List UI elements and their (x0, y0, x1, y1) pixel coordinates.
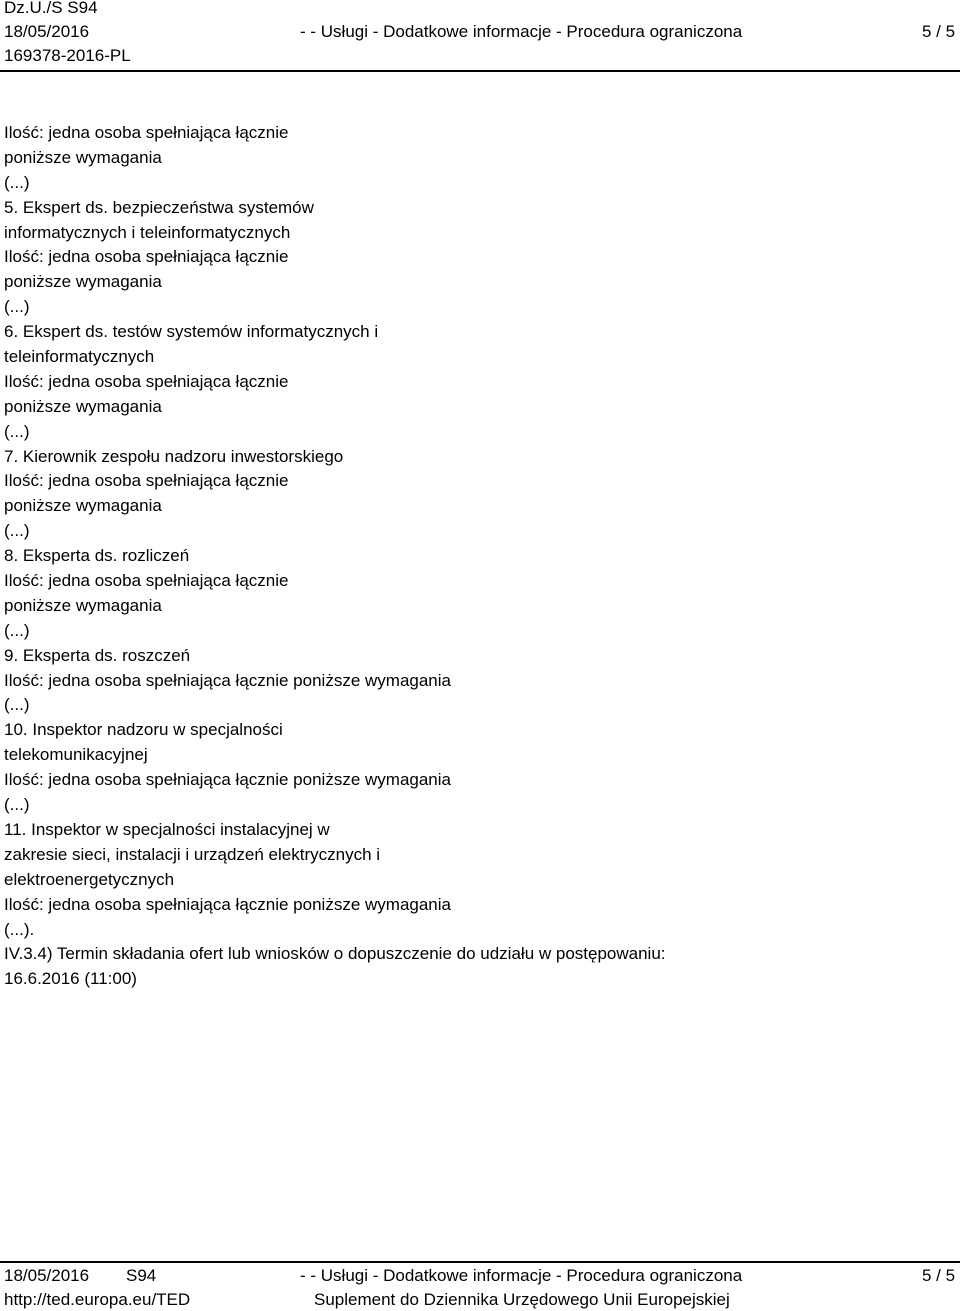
body-line: Ilość: jedna osoba spełniająca łącznie poniższe wymagania (4, 894, 451, 914)
body-line: zakresie sieci, instalacji i urządzeń elektrycznych i (4, 844, 381, 864)
body-line: (...) (4, 297, 30, 317)
header-divider (0, 70, 960, 72)
header-page-number: 5 / 5 (922, 22, 956, 41)
body-line: (...) (4, 421, 30, 441)
body-line: elektroenergetycznych (4, 869, 175, 889)
body-line: telekomunikacyjnej (4, 745, 148, 765)
body-line: Ilość: jedna osoba spełniająca łącznie (4, 571, 289, 591)
footer-date: 18/05/2016 (4, 1266, 90, 1285)
footer-url[interactable]: http://ted.europa.eu/TED (4, 1290, 191, 1309)
footer-publication: Suplement do Dziennika Urzędowego Unii Europejskiej (314, 1290, 730, 1309)
body-line: Ilość: jedna osoba spełniająca łącznie poniższe wymagania (4, 770, 451, 790)
body-line: teleinformatycznych (4, 347, 155, 367)
body-line: 5. Ekspert ds. bezpieczeństwa systemów (4, 197, 314, 217)
header-date: 18/05/2016 (4, 22, 90, 41)
body-line: IV.3.4) Termin składania ofert lub wniosków o dopuszczenie do udziału w postępowaniu: (4, 944, 666, 964)
document-body (4, 121, 934, 992)
body-line: (...) (4, 695, 30, 715)
body-line: Ilość: jedna osoba spełniająca łącznie (4, 371, 289, 391)
body-line: (...) (4, 172, 30, 192)
body-line: 16.6.2016 (11:00) (4, 969, 137, 989)
footer-page-number: 5 / 5 (922, 1266, 956, 1285)
header-title: - - Usługi - Dodatkowe informacje - Procedura ograniczona (300, 22, 743, 41)
body-line: poniższe wymagania (4, 496, 162, 516)
body-line: poniższe wymagania (4, 272, 162, 292)
footer-journal: S94 (126, 1266, 157, 1285)
body-line: 8. Eksperta ds. rozliczeń (4, 546, 190, 566)
body-line: Ilość: jedna osoba spełniająca łącznie poniższe wymagania (4, 670, 451, 690)
body-line: 9. Eksperta ds. roszczeń (4, 645, 191, 665)
body-line: Ilość: jedna osoba spełniająca łącznie (4, 123, 289, 142)
body-line: poniższe wymagania (4, 147, 162, 167)
body-line: Ilość: jedna osoba spełniająca łącznie (4, 471, 289, 491)
footer-divider (0, 1261, 960, 1263)
body-line: 10. Inspektor nadzoru w specjalności (4, 720, 283, 740)
header-notice-id: 169378-2016-PL (4, 46, 131, 65)
body-line: Ilość: jedna osoba spełniająca łącznie (4, 247, 289, 267)
footer-title: - - Usługi - Dodatkowe informacje - Procedura ograniczona (300, 1266, 743, 1285)
header-journal: Dz.U./S S94 (4, 0, 98, 17)
body-line: poniższe wymagania (4, 396, 162, 416)
body-line: (...). (4, 919, 35, 939)
body-line: 6. Ekspert ds. testów systemów informatycznych i (4, 322, 379, 342)
body-line: 7. Kierownik zespołu nadzoru inwestorskiego (4, 446, 344, 466)
body-line: informatycznych i teleinformatycznych (4, 222, 291, 242)
body-line: poniższe wymagania (4, 595, 162, 615)
body-line: (...) (4, 795, 30, 815)
body-line: (...) (4, 620, 30, 640)
body-line: (...) (4, 521, 30, 541)
body-line: 11. Inspektor w specjalności instalacyjnej w (4, 819, 330, 839)
